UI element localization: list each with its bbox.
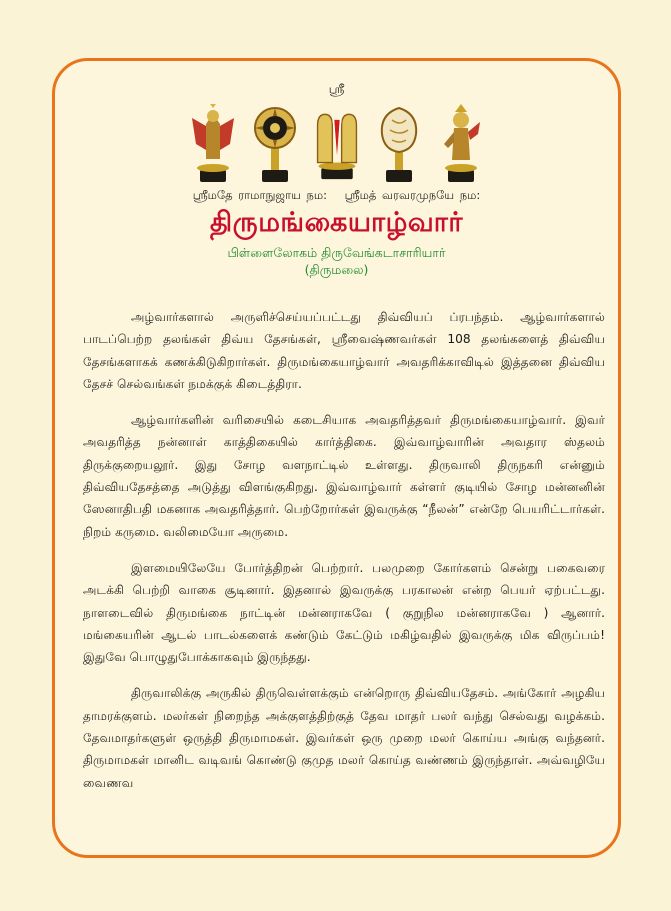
divine-feet-icon xyxy=(312,102,362,184)
deity-icons-row xyxy=(52,100,621,184)
header xyxy=(52,80,621,278)
invocation-ramanuja: ஸ்ரீமதே ராமாநுஜாய நம: xyxy=(192,188,328,202)
article-body xyxy=(83,306,605,808)
author-name: பிள்ளைலோகம் திருவேங்கடாசாரியார் xyxy=(227,245,446,260)
garuda-icon xyxy=(188,102,238,184)
conch-icon xyxy=(374,102,424,184)
paragraph: அழ்வார்களால் அருளிச்செய்யப்பட்டது திவ்வியப் ப்ரபந்தம். ஆழ்வார்களால் பாடப்பெற்ற தலங்கள் திவ்ய தேசங்கள், ஸ்ரீவைஷ்ணவர்கள் 108 தலங்களைத் திவ்விய தேசங்களாகக் கணக்கிடுகிறார்கள். திருமங்கையாழ்வார் அவதரிக்காவிடில் இத்தனை திவ்விய தேசச் செல்வங்கள் நமக்குக் கிடைத்திரா. xyxy=(83,310,605,391)
sri-heading: ஸ்ரீ xyxy=(328,82,345,96)
author-place: (திருமலை) xyxy=(304,262,369,277)
page-title: திருமங்கையாழ்வார் xyxy=(210,207,463,238)
chakra-icon xyxy=(250,102,300,184)
hanuman-icon xyxy=(436,102,486,184)
invocation-line xyxy=(52,188,621,204)
paragraph: திருவாலிக்கு அருகில் திருவெள்ளக்கும் என்றொரு திவ்வியதேசம். அங்கோர் அழகிய தாமரக்குளம். மலர்கள் நிறைந்த அக்குளத்திற்குத் தேவ மாதர் பலர் வந்து செல்வது வழக்கம். தேவமாதர்களுள் ஒருத்தி திருமாமகள். இவர்கள் ஒரு முறை மலர் கொய்ய அங்கு வந்தனர். திருமாமகள் மானிட வடிவங் கொண்டு குமுத மலர் கொய்த வண்ணம் இருந்தாள். அவ்வழியே வைணவ xyxy=(83,686,605,790)
paragraph: ஆழ்வார்களின் வரிசையில் கடைசியாக அவதரித்தவர் திருமங்கையாழ்வார். இவர் அவதரித்த நன்னாள் காத்திகையில் கார்த்திகை. இவ்வாழ்வாரின் அவதார ஸ்தலம் திருக்குறையலூர். இது சோழ வளநாட்டில் உள்ளது. திருவாலி திருநகரி என்னும் திவ்வியதேசத்தை அடுத்து விளங்குகிறது. இவ்வாழ்வார் கள்ளர் குடியில் சோழ மன்னனின் ஸேனாதிபதி மகனாக அவதரித்தார். பெற்றோர்கள் இவருக்கு “நீலன்” என்றே பெயரிட்டார்கள். நிறம் கருமை. வலிமையோ அருமை. xyxy=(83,413,605,539)
paragraph: இளமையிலேயே போர்த்திறன் பெற்றார். பலமுறை கோர்களம் சென்று பகைவரை அடக்கி பெற்றி வாகை சூடினார். இதனால் இவருக்கு பரகாலன் என்ற பெயர் ஏற்பட்டது. நாளடைவில் திருமங்கை நாட்டின் மன்னராகவே ( குறுநில மன்னராகவே ) ஆனார். மங்கையரின் ஆடல் பாடல்களைக் கண்டும் கேட்டும் மகிழ்வதில் இவருக்கு மிக விருப்பம்! இதுவே பொழுதுபோக்காகவும் இருந்தது. xyxy=(83,560,605,665)
invocation-manavala: ஸ்ரீமத் வரவரமுநயே நம: xyxy=(344,188,481,202)
